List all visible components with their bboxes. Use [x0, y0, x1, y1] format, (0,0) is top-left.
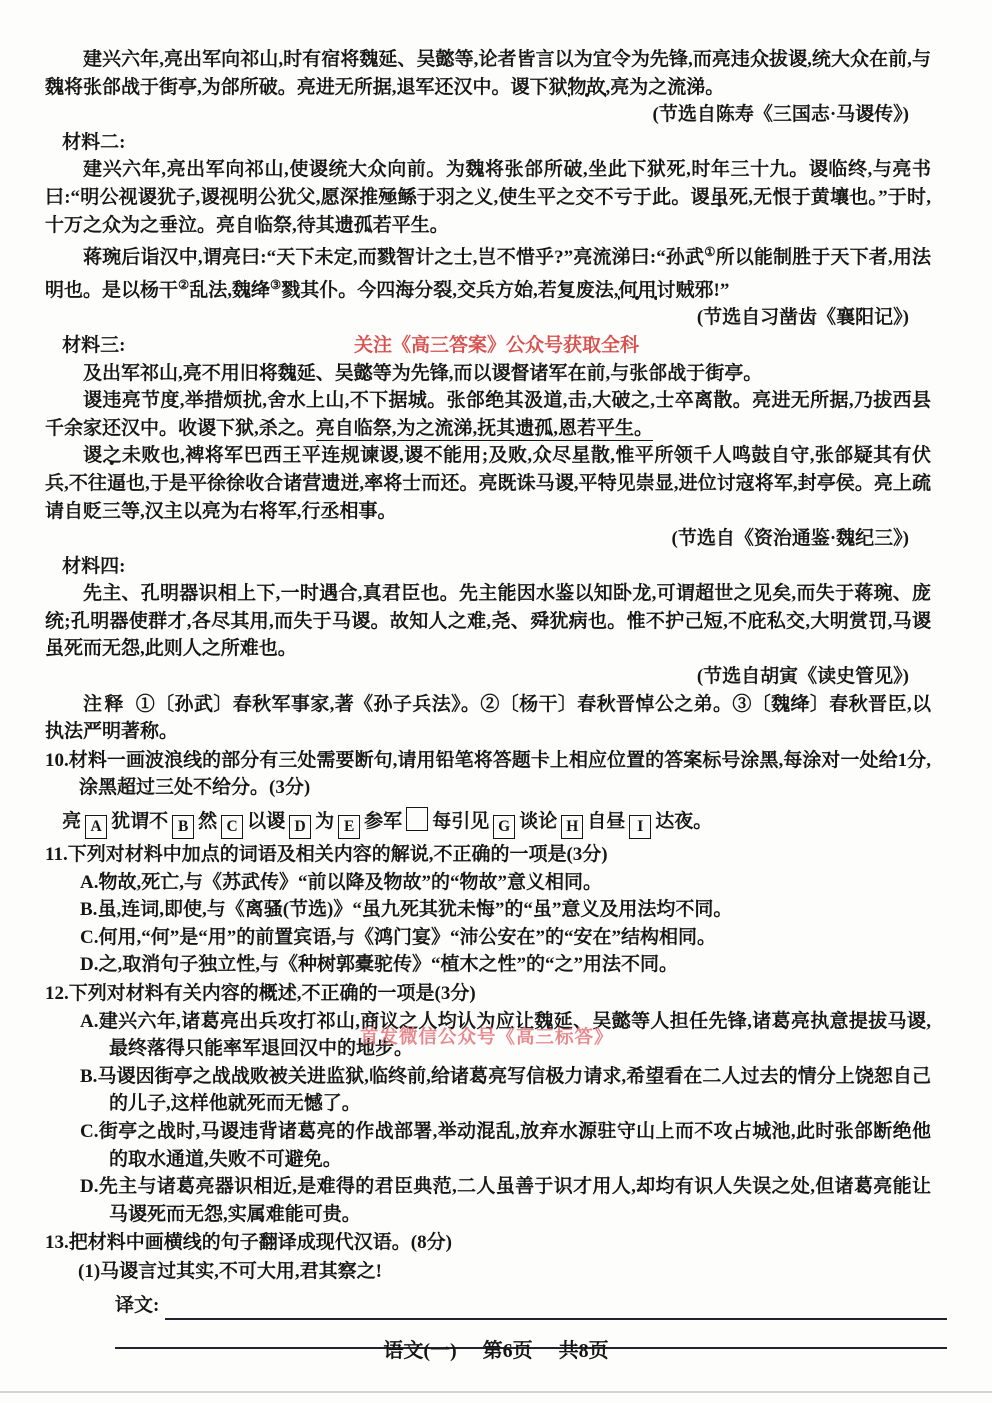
material-3-text: 谡违亮节度,举措烦扰,舍水上山,不下据城。张郃绝其汲道,击,大破之,士卒离散。亮进无所据,乃拔西县千余家还汉中。收谡下狱,杀之。: [45, 390, 931, 439]
question-10-number: 10.: [45, 749, 69, 771]
footnote-marker-2: ②: [178, 277, 190, 292]
q10-text-segment: 为: [315, 811, 335, 833]
question-10-stem: [45, 747, 931, 802]
q10-text-segment: 然: [198, 811, 218, 833]
emphasis-dotted-term-sui: 虽: [709, 186, 729, 208]
q10-text-segment: 参军: [364, 811, 403, 833]
question-11-stem: [45, 841, 931, 869]
material-3-paragraph-3: [45, 442, 931, 525]
q10-answer-box-D: D: [289, 815, 311, 839]
question-11-number: 11.: [45, 844, 68, 866]
material-3-heading: [45, 332, 931, 360]
material-2-paragraph-1: [45, 156, 931, 239]
material-3-text-tail: 未败也,裨将军巴西王平连规谏谡,谡不能用;及败,众尽星散,惟平所领千人鸣鼓自守,张郃疑其有伏兵,不往逼也,于是平徐徐收合诸营遗迸,率将士而还。亮既诛马谡,平特见崇显,进位讨寇将军,封亭侯。亮上疏请自贬三等,汉主以亮为右将军,行丞相事。: [45, 445, 931, 522]
material-3-paragraph-1: 及出军祁山,亮不用旧将魏延、吴懿等为先锋,而以谡督诸军在前,与张郃战于街亭。: [83, 362, 763, 384]
q12-option-c-text: 街亭之战时,马谡违背诸葛亮的作战部署,举动混乱,放弃水源驻守山上而不攻占城池,此时张郃断绝他的取水通道,失败不可避免。: [98, 1120, 931, 1170]
material-2-paragraph-2: [45, 239, 931, 304]
q10-answer-box-E: E: [338, 815, 360, 839]
question-13: [45, 1229, 931, 1348]
q12-option-a-text: 建兴六年,诸葛亮出兵攻打祁山,商议之人均认为应让魏延、吴懿等人担任先锋,诸葛亮执意提拔马谡,最终落得只能率军退回汉中的地步。: [98, 1010, 931, 1060]
q12-option-a-label: A.: [80, 1010, 99, 1032]
translation-label: 译文:: [115, 1294, 160, 1316]
question-12-number: 12.: [45, 983, 69, 1004]
q10-text-segment: 达夜。: [655, 811, 713, 833]
material-4-heading: 材料四:: [62, 555, 126, 577]
q11-option-d: [45, 951, 931, 979]
q12-option-c-label: C.: [80, 1120, 99, 1142]
q10-answer-box-A: A: [85, 815, 107, 839]
footer-page-number: 第6页: [482, 1340, 533, 1362]
q11-option-c-label: C.: [80, 926, 99, 948]
q12-option-d-text: 先主与诸葛亮器识相近,是难得的君臣典范,二人虽善于识才用人,却均有识人失误之处,但诸葛亮能让马谡死而无怨,实属难能可贵。: [98, 1176, 931, 1225]
q12-option-d-label: D.: [80, 1176, 99, 1198]
q13-translation-row: [115, 1286, 931, 1320]
question-13-number: 13.: [45, 1232, 69, 1254]
page-content: [45, 46, 931, 1349]
q11-option-d-text: 之,取消句子独立性,与《种树郭橐驼传》“植木之性”的“之”用法不同。: [98, 954, 678, 976]
q11-option-b-text: 虽,连词,即使,与《离骚(节选)》“虽九死其犹未悔”的“虽”意义及用法均不同。: [97, 899, 733, 921]
q10-segmentation-line: [45, 804, 931, 840]
q10-text-segment: 每引见: [432, 811, 490, 833]
question-12-stem: [45, 980, 931, 1008]
q10-answer-box-H: H: [561, 815, 583, 839]
q13-sentence-1: (1)马谡言过其实,不可大用,君其察之!: [78, 1260, 382, 1282]
question-11-text: 下列对材料中加点的词语及相关内容的解说,不正确的一项是(3分): [67, 844, 608, 866]
material-1-paragraph: [45, 46, 931, 101]
material-1-text-tail: ,亮为之流涕。: [605, 76, 725, 98]
q11-option-d-label: D.: [80, 954, 99, 976]
material-3-source: (节选自《资治通鉴·魏纪三》): [671, 528, 909, 550]
question-11: [45, 841, 931, 979]
q11-option-b: [45, 896, 931, 924]
emphasis-dotted-term-heyong: 何用: [618, 279, 657, 301]
q10-text-segment: 谈论: [519, 811, 558, 833]
q12-option-b: [45, 1063, 931, 1118]
material-2-source: (节选自习凿齿《襄阳记》): [696, 307, 909, 329]
underlined-translation-sentence: 亮自临祭,为之流涕,抚其遗孤,恩若平生。: [315, 417, 654, 439]
material-2-text: 所以能制胜于天下者,用法明也。是以杨干: [45, 247, 931, 301]
material-2-heading: 材料二:: [62, 131, 126, 153]
emphasis-dotted-term-wugu: 物故: [567, 76, 606, 98]
footnote-marker-1: ①: [704, 245, 716, 260]
q10-text-segment: 亮: [62, 811, 82, 833]
q11-option-a: [45, 869, 931, 897]
question-12-text: 下列对材料有关内容的概述,不正确的一项是(3分): [68, 983, 476, 1004]
q10-answer-box-I: I: [629, 815, 651, 839]
footer-total-pages: 共8页: [558, 1340, 609, 1362]
q10-answer-box-C: C: [221, 815, 243, 839]
emphasis-dotted-term-zhi: 之: [102, 445, 122, 467]
question-10: [45, 747, 931, 840]
q10-answer-box-B: B: [172, 815, 194, 839]
material-4-source: (节选自胡寅《读史管见》): [696, 666, 909, 688]
page-footer: [0, 1334, 992, 1363]
material-4-paragraph: 先主、孔明器识相上下,一时遇合,真君臣也。先主能因水鉴以知卧龙,可谓超世之见矣,而失于蒋琬、庞统;孔明器使群才,各尽其用,而失于马谡。故知人之难,尧、舜犹病也。惟不护己短,不庇私交,大明赏罚,马谡虽死而无怨,此则人之所难也。: [45, 583, 931, 660]
q10-text-segment: 自昼: [587, 811, 626, 833]
material-2-text: 蒋琬后诣汉中,谓亮曰:“天下未定,而戮智计之士,岂不惜乎?”亮流涕曰:“孙武: [83, 247, 705, 269]
footnotes-text: ①〔孙武〕春秋军事家,著《孙子兵法》。②〔杨干〕春秋晋悼公之弟。③〔魏绛〕春秋晋臣,以执法严明著称。: [45, 693, 931, 743]
q11-option-c: [45, 924, 931, 952]
q12-option-c: [45, 1118, 931, 1173]
q10-text-segment: 以谡: [247, 811, 286, 833]
material-2-section: [45, 129, 931, 332]
q12-option-d: [45, 1173, 931, 1228]
material-1-text: 建兴六年,亮出军向祁山,时有宿将魏延、吴懿等,论者皆言以为宜令为先锋,而亮违众拔谡,统大众在前,与魏将张郃战于街亭,为郃所破。亮进无所据,退军还汉中。谡下狱: [45, 49, 931, 98]
q11-option-c-text: 何用,“何”是“用”的前置宾语,与《鸿门宴》“沛公安在”的“安在”结构相同。: [98, 926, 716, 948]
material-3-heading-label: 材料三:: [62, 334, 126, 356]
q10-text-segment: 犹谓不: [111, 811, 169, 833]
footer-subject: 语文(一): [383, 1340, 457, 1362]
material-1-source: (节选自陈寿《三国志·马谡传》): [652, 104, 909, 126]
material-2-text-tail: 死,无恨于黄壤也。”于时,十万之众为之垂泣。亮自临祭,待其遗孤若平生。: [45, 186, 931, 236]
q12-option-a: [45, 1008, 931, 1063]
footnote-marker-3: ③: [270, 277, 282, 292]
footnotes-block: [45, 691, 931, 746]
answer-blank-line-1: [165, 1294, 947, 1320]
footnotes-label: 注释: [83, 693, 126, 715]
q10-answer-box-F-faded: [406, 807, 428, 831]
question-10-text: 材料一画波浪线的部分有三处需要断句,请用铅笔将答题卡上相应位置的答案标号涂黑,每涂对一处给1分,涂黑超过三处不给分。(3分): [68, 749, 931, 799]
q12-option-b-text: 马谡因街亭之战战败被关进监狱,临终前,给诸葛亮写信极力请求,希望看在二人过去的情分上饶恕自己的儿子,这样他就死而无憾了。: [97, 1065, 931, 1115]
q11-option-b-label: B.: [80, 899, 98, 921]
material-2-text: 戮其仆。今四海分裂,交兵方始,若复废法,: [281, 279, 619, 301]
material-3-section: [45, 332, 931, 553]
material-1-section: [45, 46, 931, 129]
q10-answer-box-G: G: [493, 815, 515, 839]
scan-edge-artifact: [0, 1391, 992, 1393]
question-13-stem: [45, 1229, 931, 1257]
material-2-text: 建兴六年,亮出军向祁山,使谡统大众向前。为魏将张郃所破,坐此下狱死,时年三十九。谡临终,与亮书曰:“明公视谡犹子,谡视明公犹父,愿深推殛鲧于羽之义,使生平之交不亏于此。谡: [45, 159, 931, 208]
q11-option-a-label: A.: [80, 871, 99, 893]
q11-option-a-text: 物故,死亡,与《苏武传》“前以降及物故”的“物故”意义相同。: [98, 871, 602, 893]
material-3-text: 谡: [83, 445, 103, 467]
question-12: [45, 980, 931, 1228]
material-2-text-tail: 讨贼邪!”: [656, 279, 730, 301]
material-2-text: 乱法,魏绛: [189, 279, 270, 301]
material-3-paragraph-2: [45, 387, 931, 442]
material-4-section: [45, 553, 931, 691]
promo-watermark-top: 关注《高三答案》公众号获取全科: [354, 334, 640, 356]
question-13-text: 把材料中画横线的句子翻译成现代汉语。(8分): [68, 1232, 452, 1254]
promo-watermark-middle: 首发微信公众号《高三标答》: [360, 1027, 614, 1048]
q12-option-b-label: B.: [80, 1065, 98, 1087]
